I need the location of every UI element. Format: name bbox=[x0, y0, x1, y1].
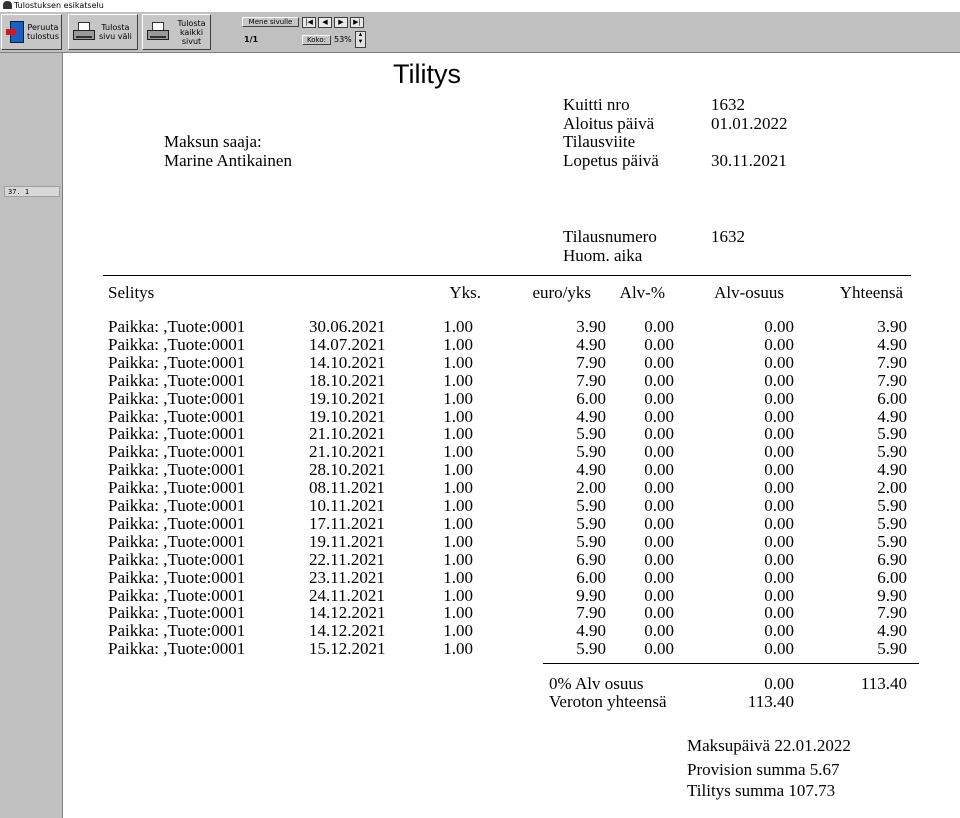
zoom-button[interactable]: Koko: bbox=[302, 35, 331, 45]
col-header-vat-amount: Alv-osuus bbox=[714, 283, 784, 302]
row-vat-amount: 0.00 bbox=[764, 549, 794, 569]
receipt-label: Kuitti nro bbox=[563, 95, 630, 114]
row-date: 28.10.2021 bbox=[309, 460, 386, 480]
goto-page-button[interactable]: Mene sivulle bbox=[242, 17, 299, 27]
print-preview-page bbox=[63, 53, 960, 818]
row-unit-price: 2.00 bbox=[576, 478, 606, 498]
row-vat-pct: 0.00 bbox=[644, 388, 674, 408]
row-total: 9.90 bbox=[877, 585, 907, 605]
row-desc: Paikka: ,Tuote:0001 bbox=[108, 424, 246, 444]
start-date-value: 01.01.2022 bbox=[711, 114, 788, 133]
row-unit-price: 5.90 bbox=[576, 496, 606, 515]
row-date: 19.10.2021 bbox=[309, 406, 386, 426]
row-desc: Paikka: ,Tuote:0001 bbox=[108, 478, 246, 498]
col-header-total: Yhteensä bbox=[839, 283, 903, 302]
row-unit-price: 7.90 bbox=[576, 352, 606, 372]
row-unit-price: 5.90 bbox=[576, 424, 606, 444]
row-vat-pct: 0.00 bbox=[644, 513, 674, 533]
row-total: 5.90 bbox=[877, 513, 907, 533]
row-vat-pct: 0.00 bbox=[644, 442, 674, 462]
row-desc: Paikka: ,Tuote:0001 bbox=[108, 406, 246, 426]
col-header-desc: Selitys bbox=[108, 283, 155, 302]
row-date: 19.10.2021 bbox=[309, 388, 386, 408]
zoom-spinner[interactable] bbox=[355, 31, 366, 48]
row-vat-amount: 0.00 bbox=[764, 567, 794, 587]
payee-label: Maksun saaja: bbox=[164, 132, 262, 151]
payee-name: Marine Antikainen bbox=[164, 151, 292, 170]
commission-sum: Provision summa 5.67 bbox=[687, 760, 840, 779]
summary-rule bbox=[543, 663, 919, 664]
row-unit-price: 7.90 bbox=[576, 603, 606, 623]
row-total: 4.90 bbox=[877, 460, 907, 480]
spin-up-icon[interactable]: ▲ bbox=[357, 32, 364, 38]
page-indicator: 1/1 bbox=[244, 35, 259, 44]
row-qty: 1.00 bbox=[443, 424, 473, 444]
vat-summary-label: 0% Alv osuus bbox=[549, 674, 644, 693]
window-title: Tulostuksen esikatselu bbox=[14, 1, 104, 10]
row-total: 5.90 bbox=[877, 424, 907, 444]
row-vat-pct: 0.00 bbox=[644, 352, 674, 372]
cancel-print-label: Peruuta tulostus bbox=[27, 23, 59, 41]
row-date: 10.11.2021 bbox=[309, 496, 385, 515]
net-total-value: 113.40 bbox=[747, 692, 794, 711]
row-qty: 1.00 bbox=[443, 567, 473, 587]
last-page-button[interactable]: ▶| bbox=[350, 17, 364, 28]
row-desc: Paikka: ,Tuote:0001 bbox=[108, 567, 246, 587]
left-margin-panel bbox=[0, 53, 63, 818]
row-total: 4.90 bbox=[877, 621, 907, 641]
row-total: 6.00 bbox=[877, 567, 907, 587]
row-unit-price: 5.90 bbox=[576, 513, 606, 533]
row-desc: Paikka: ,Tuote:0001 bbox=[108, 442, 246, 462]
row-desc: Paikka: ,Tuote:0001 bbox=[108, 496, 246, 515]
col-header-vat-pct: Alv-% bbox=[619, 283, 665, 302]
receipt-value: 1632 bbox=[711, 95, 745, 114]
row-vat-pct: 0.00 bbox=[644, 496, 674, 515]
row-desc: Paikka: ,Tuote:0001 bbox=[108, 531, 246, 551]
row-vat-amount: 0.00 bbox=[764, 621, 794, 641]
printer-icon bbox=[73, 22, 95, 42]
row-unit-price: 4.90 bbox=[576, 460, 606, 480]
row-unit-price: 7.90 bbox=[576, 370, 606, 390]
row-total: 7.90 bbox=[877, 370, 907, 390]
end-date-value: 30.11.2021 bbox=[711, 151, 787, 170]
settlement-sum: Tilitys summa 107.73 bbox=[687, 781, 836, 800]
row-total: 7.90 bbox=[877, 352, 907, 372]
row-unit-price: 9.90 bbox=[576, 585, 606, 605]
zoom-value: 53% bbox=[334, 35, 352, 44]
row-vat-amount: 0.00 bbox=[764, 424, 794, 444]
row-unit-price: 5.90 bbox=[576, 531, 606, 551]
row-vat-pct: 0.00 bbox=[644, 549, 674, 569]
row-vat-pct: 0.00 bbox=[644, 531, 674, 551]
row-vat-amount: 0.00 bbox=[764, 334, 794, 354]
row-desc: Paikka: ,Tuote:0001 bbox=[108, 388, 246, 408]
row-date: 17.11.2021 bbox=[309, 513, 385, 533]
row-total: 2.00 bbox=[877, 478, 907, 498]
row-vat-amount: 0.00 bbox=[764, 478, 794, 498]
row-vat-amount: 0.00 bbox=[764, 442, 794, 462]
row-unit-price: 5.90 bbox=[576, 639, 606, 659]
start-date-label: Aloitus päivä bbox=[563, 114, 655, 133]
row-qty: 1.00 bbox=[443, 317, 473, 336]
row-qty: 1.00 bbox=[443, 513, 473, 533]
row-vat-pct: 0.00 bbox=[644, 460, 674, 480]
row-vat-amount: 0.00 bbox=[764, 352, 794, 372]
row-vat-amount: 0.00 bbox=[764, 496, 794, 515]
row-total: 6.90 bbox=[877, 549, 907, 569]
spin-down-icon[interactable]: ▼ bbox=[357, 39, 364, 45]
row-vat-amount: 0.00 bbox=[764, 406, 794, 426]
row-date: 14.07.2021 bbox=[309, 334, 386, 354]
row-total: 7.90 bbox=[877, 603, 907, 623]
row-date: 19.11.2021 bbox=[309, 531, 385, 551]
row-total: 5.90 bbox=[877, 496, 907, 515]
row-qty: 1.00 bbox=[443, 496, 473, 515]
net-total-label: Veroton yhteensä bbox=[549, 692, 667, 711]
row-vat-pct: 0.00 bbox=[644, 317, 674, 336]
row-qty: 1.00 bbox=[443, 442, 473, 462]
row-desc: Paikka: ,Tuote:0001 bbox=[108, 317, 246, 336]
row-vat-amount: 0.00 bbox=[764, 585, 794, 605]
row-date: 22.11.2021 bbox=[309, 549, 385, 569]
row-vat-pct: 0.00 bbox=[644, 567, 674, 587]
row-vat-amount: 0.00 bbox=[764, 639, 794, 659]
row-date: 14.10.2021 bbox=[309, 352, 386, 372]
row-date: 14.12.2021 bbox=[309, 603, 386, 623]
row-total: 6.00 bbox=[877, 388, 907, 408]
row-vat-amount: 0.00 bbox=[764, 388, 794, 408]
row-vat-pct: 0.00 bbox=[644, 406, 674, 426]
row-vat-amount: 0.00 bbox=[764, 513, 794, 533]
vat-summary-value: 0.00 bbox=[764, 674, 794, 693]
prev-page-button[interactable]: ◀ bbox=[318, 17, 332, 28]
row-vat-amount: 0.00 bbox=[764, 370, 794, 390]
row-unit-price: 4.90 bbox=[576, 334, 606, 354]
printer-icon bbox=[147, 22, 169, 42]
row-unit-price: 3.90 bbox=[576, 317, 606, 336]
row-desc: Paikka: ,Tuote:0001 bbox=[108, 585, 246, 605]
row-qty: 1.00 bbox=[443, 549, 473, 569]
order-number-label: Tilausnumero bbox=[563, 227, 657, 246]
row-desc: Paikka: ,Tuote:0001 bbox=[108, 334, 246, 354]
row-qty: 1.00 bbox=[443, 370, 473, 390]
print-all-label: Tulosta kaikki sivut bbox=[177, 18, 206, 46]
due-date: Maksupäivä 22.01.2022 bbox=[687, 736, 851, 755]
row-unit-price: 6.90 bbox=[576, 549, 606, 569]
col-header-qty: Yks. bbox=[449, 283, 481, 302]
first-page-button[interactable]: |◀ bbox=[302, 17, 316, 28]
row-total: 5.90 bbox=[877, 639, 907, 659]
row-vat-amount: 0.00 bbox=[764, 531, 794, 551]
print-range-button[interactable] bbox=[68, 14, 138, 50]
row-unit-price: 5.90 bbox=[576, 442, 606, 462]
row-desc: Paikka: ,Tuote:0001 bbox=[108, 352, 246, 372]
row-vat-pct: 0.00 bbox=[644, 478, 674, 498]
row-vat-amount: 0.00 bbox=[764, 317, 794, 336]
exit-door-icon bbox=[6, 21, 24, 43]
order-ref-label: Tilausviite bbox=[563, 132, 636, 151]
row-date: 23.11.2021 bbox=[309, 567, 385, 587]
row-qty: 1.00 bbox=[443, 531, 473, 551]
row-desc: Paikka: ,Tuote:0001 bbox=[108, 621, 246, 641]
row-qty: 1.00 bbox=[443, 352, 473, 372]
row-qty: 1.00 bbox=[443, 460, 473, 480]
row-vat-pct: 0.00 bbox=[644, 370, 674, 390]
row-vat-pct: 0.00 bbox=[644, 424, 674, 444]
row-total: 4.90 bbox=[877, 334, 907, 354]
row-date: 08.11.2021 bbox=[309, 478, 385, 498]
print-range-label: Tulosta sivu väli bbox=[99, 23, 132, 41]
row-date: 14.12.2021 bbox=[309, 621, 386, 641]
row-total: 4.90 bbox=[877, 406, 907, 426]
next-page-button[interactable]: ▶ bbox=[334, 17, 348, 28]
row-unit-price: 4.90 bbox=[576, 406, 606, 426]
row-vat-pct: 0.00 bbox=[644, 621, 674, 641]
row-total: 5.90 bbox=[877, 442, 907, 462]
row-desc: Paikka: ,Tuote:0001 bbox=[108, 460, 246, 480]
row-unit-price: 6.00 bbox=[576, 567, 606, 587]
row-vat-pct: 0.00 bbox=[644, 585, 674, 605]
row-qty: 1.00 bbox=[443, 621, 473, 641]
row-vat-amount: 0.00 bbox=[764, 603, 794, 623]
row-date: 24.11.2021 bbox=[309, 585, 385, 605]
print-all-button[interactable] bbox=[142, 14, 211, 50]
row-qty: 1.00 bbox=[443, 585, 473, 605]
row-unit-price: 4.90 bbox=[576, 621, 606, 641]
order-number-value: 1632 bbox=[711, 227, 745, 246]
row-qty: 1.00 bbox=[443, 603, 473, 623]
row-total: 3.90 bbox=[877, 317, 907, 336]
row-date: 18.10.2021 bbox=[309, 370, 386, 390]
row-total: 5.90 bbox=[877, 531, 907, 551]
row-desc: Paikka: ,Tuote:0001 bbox=[108, 639, 246, 659]
row-qty: 1.00 bbox=[443, 334, 473, 354]
document-title: Tilitys bbox=[393, 59, 461, 89]
toolbar bbox=[0, 12, 960, 53]
grand-total-value: 113.40 bbox=[860, 674, 907, 693]
window-title-bar bbox=[0, 0, 960, 12]
row-vat-amount: 0.00 bbox=[764, 460, 794, 480]
col-header-unit-price: euro/yks bbox=[532, 283, 591, 302]
row-date: 21.10.2021 bbox=[309, 424, 386, 444]
row-qty: 1.00 bbox=[443, 406, 473, 426]
header-rule bbox=[103, 275, 911, 276]
row-vat-pct: 0.00 bbox=[644, 334, 674, 354]
cancel-print-button[interactable] bbox=[1, 14, 62, 50]
row-qty: 1.00 bbox=[443, 388, 473, 408]
row-date: 21.10.2021 bbox=[309, 442, 386, 462]
row-vat-pct: 0.00 bbox=[644, 639, 674, 659]
row-desc: Paikka: ,Tuote:0001 bbox=[108, 549, 246, 569]
row-qty: 1.00 bbox=[443, 478, 473, 498]
end-date-label: Lopetus päivä bbox=[563, 151, 659, 170]
row-desc: Paikka: ,Tuote:0001 bbox=[108, 603, 246, 623]
row-vat-pct: 0.00 bbox=[644, 603, 674, 623]
ruler-marker: 37. 1 bbox=[4, 186, 60, 197]
row-desc: Paikka: ,Tuote:0001 bbox=[108, 370, 246, 390]
row-qty: 1.00 bbox=[443, 639, 473, 659]
row-date: 15.12.2021 bbox=[309, 639, 386, 659]
row-desc: Paikka: ,Tuote:0001 bbox=[108, 513, 246, 533]
row-unit-price: 6.00 bbox=[576, 388, 606, 408]
row-date: 30.06.2021 bbox=[309, 317, 386, 336]
app-icon bbox=[3, 1, 12, 9]
note-time-label: Huom. aika bbox=[563, 246, 643, 265]
